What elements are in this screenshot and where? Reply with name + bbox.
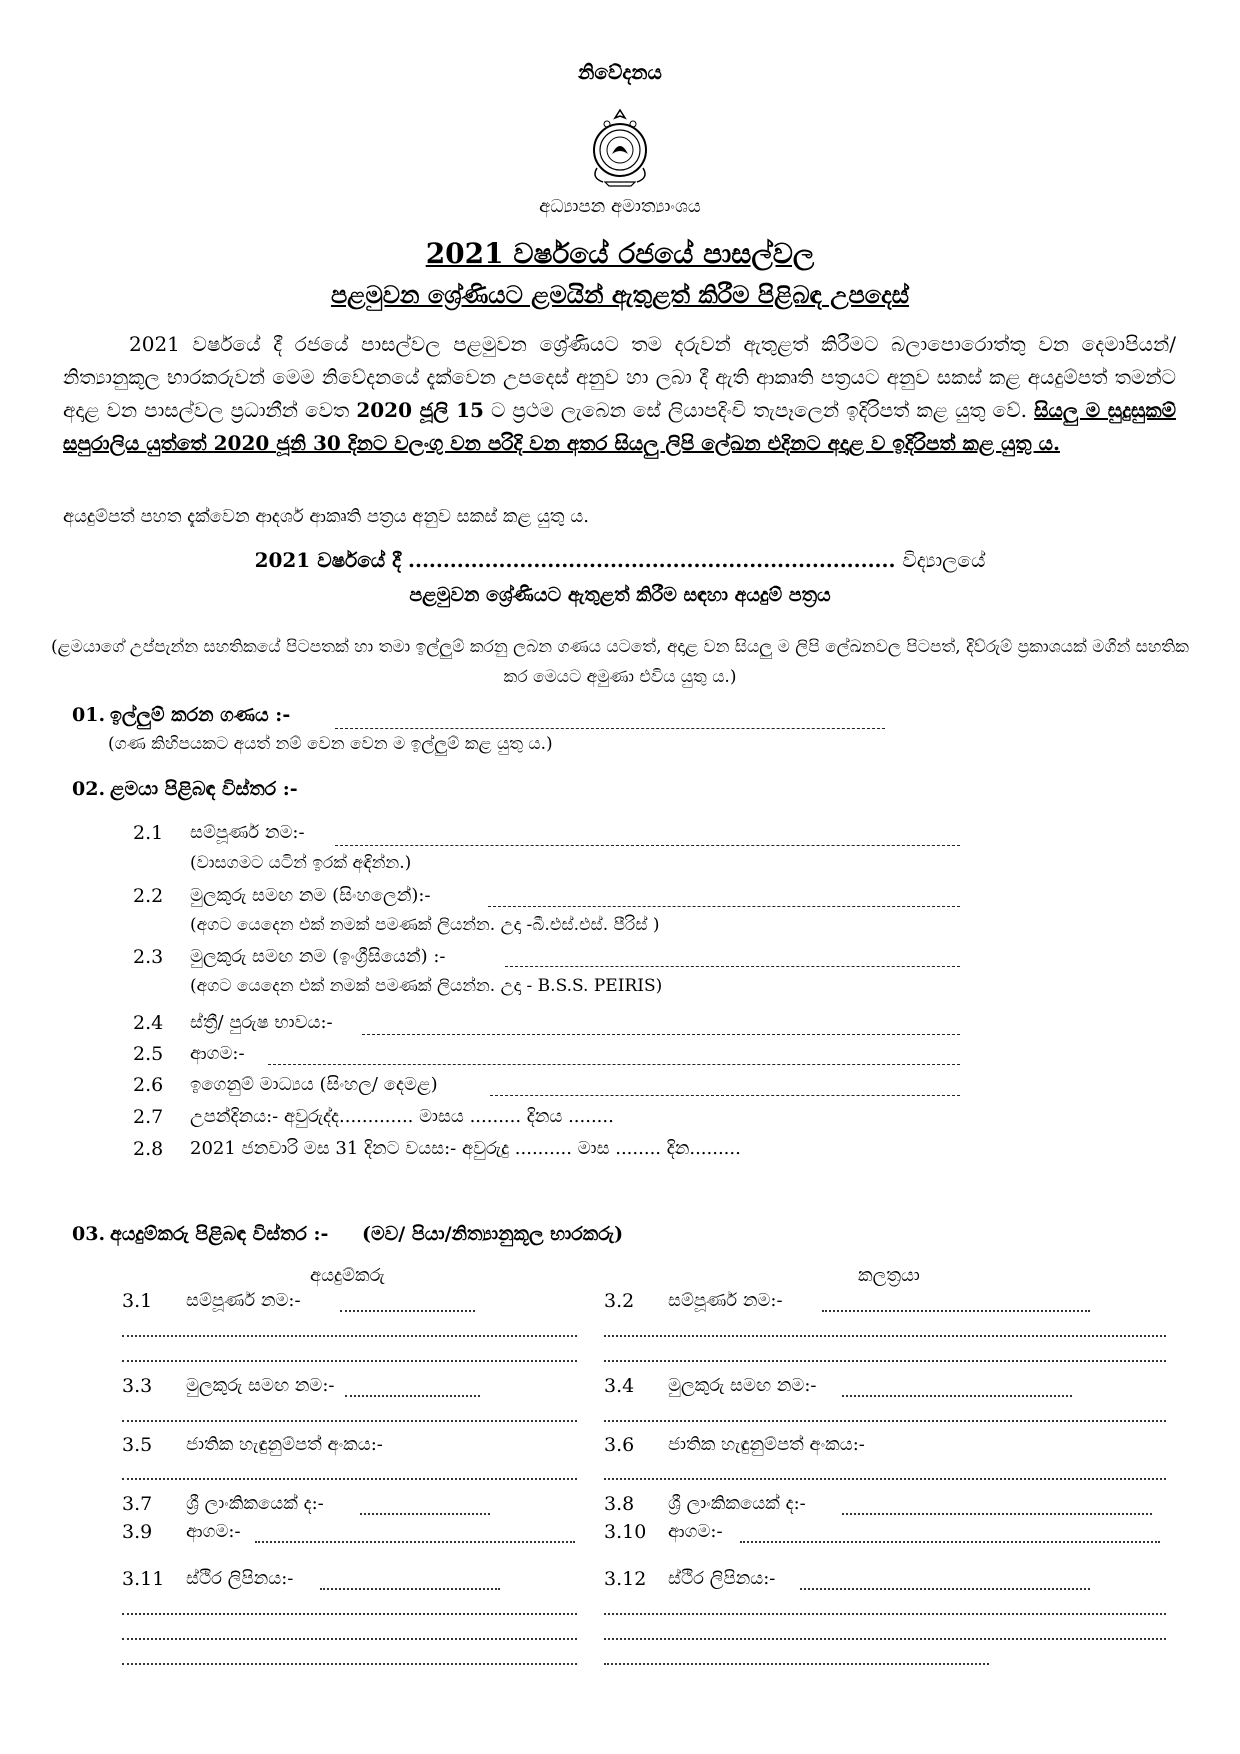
title-line-1: 2021 වර්ෂයේ රජයේ පාසල්වල bbox=[425, 237, 815, 270]
applicant-religion-input[interactable] bbox=[255, 1541, 575, 1543]
item-3-7-label: ශ්‍රී ලාංකිකයෙක් ද:- bbox=[186, 1493, 324, 1514]
applicant-address-input[interactable] bbox=[320, 1588, 500, 1590]
form-title bbox=[0, 548, 1240, 572]
spouse-address-line-4[interactable] bbox=[604, 1663, 989, 1665]
item-2-6-label: ඉගෙනුම් මාධ්‍යය (සිංහල/ දෙමළ) bbox=[190, 1074, 438, 1095]
section-02-label: ළමයා පිළිබඳ විස්තර :- bbox=[110, 778, 298, 800]
section-02-number: 02. bbox=[72, 778, 106, 800]
item-3-5-label: ජාතික හැඳුනුම්පත් අංකය:- bbox=[186, 1434, 383, 1455]
section-01-number: 01. bbox=[72, 704, 106, 726]
section-03-label-note: (මව/ පියා/නිත්‍යානුකූල භාරකරු) bbox=[362, 1223, 624, 1245]
item-3-9-number: 3.9 bbox=[122, 1521, 153, 1543]
medium-input-line[interactable] bbox=[490, 1095, 960, 1096]
spouse-full-name-line-3[interactable] bbox=[604, 1360, 1166, 1362]
spouse-religion-input[interactable] bbox=[740, 1541, 1160, 1543]
spouse-column-heading: කලත්‍රයා bbox=[858, 1265, 920, 1286]
name-sinhala-input-line[interactable] bbox=[488, 906, 960, 907]
spouse-initials-name-line-2[interactable] bbox=[604, 1420, 1166, 1422]
format-note: අයදුම්පත් පහත දැක්වෙන ආදර්ශ ආකෘති පත්‍රය අනුව සකස් කළ යුතු ය. bbox=[63, 506, 589, 527]
section-01-label: ඉල්ලුම් කරන ගණය :- bbox=[110, 704, 291, 726]
attachment-note: (ළමයාගේ උප්පැන්න සහතිකයේ පිටපතක් හා තමා ඉල්ලුම් කරනු ලබන ගණය යටතේ, අදාළ වන සියලු ම ලිපි ලේඛනවල පිටපත්, දිව්රුම් ප්‍රකාශයක් මගින් සහතික කර මෙයට අමුණා එවිය යුතු ය.) bbox=[51, 637, 1189, 687]
item-2-4-label: ස්ත්‍රී/ පුරුෂ භාවය:- bbox=[190, 1012, 333, 1033]
item-2-6-number: 2.6 bbox=[133, 1074, 164, 1096]
item-2-5-number: 2.5 bbox=[133, 1043, 164, 1065]
item-2-7-number: 2.7 bbox=[133, 1106, 164, 1128]
item-3-6-number: 3.6 bbox=[604, 1434, 635, 1456]
religion-input-line[interactable] bbox=[268, 1064, 960, 1065]
spouse-full-name-input[interactable] bbox=[822, 1310, 1090, 1312]
item-3-5-number: 3.5 bbox=[122, 1434, 153, 1456]
form-title-suffix: විද්‍යාලයේ bbox=[902, 548, 986, 572]
item-3-1-label: සම්පූර්ණ නම:- bbox=[186, 1290, 301, 1311]
item-3-3-number: 3.3 bbox=[122, 1375, 153, 1397]
item-2-5-label: ආගම:- bbox=[190, 1043, 245, 1064]
item-3-10-number: 3.10 bbox=[604, 1521, 647, 1543]
applicant-address-line-3[interactable] bbox=[122, 1638, 577, 1640]
full-name-input-line[interactable] bbox=[335, 845, 960, 846]
applicant-full-name-input[interactable] bbox=[340, 1310, 475, 1312]
name-english-input-line[interactable] bbox=[505, 966, 960, 967]
spouse-full-name-line-2[interactable] bbox=[604, 1335, 1166, 1337]
spouse-address-line-2[interactable] bbox=[604, 1613, 1166, 1615]
spouse-initials-name-input[interactable] bbox=[842, 1395, 1072, 1397]
gender-input-line[interactable] bbox=[362, 1034, 960, 1035]
form-title-dots: ...................................................................... bbox=[408, 548, 896, 572]
item-3-11-number: 3.11 bbox=[122, 1568, 165, 1590]
item-2-8-number: 2.8 bbox=[133, 1138, 164, 1160]
item-3-8-label: ශ්‍රී ලාංකිකයෙක් ද:- bbox=[668, 1493, 806, 1514]
applicant-column-heading: අයදුම්කරු bbox=[310, 1265, 385, 1286]
section-01-hint: (ගණ කිහිපයකට අයත් නම් වෙන වෙන ම ඉල්ලුම් කළ යුතු ය.) bbox=[108, 734, 553, 754]
applicant-citizenship-input[interactable] bbox=[360, 1513, 490, 1515]
spouse-nic-input[interactable] bbox=[604, 1478, 1166, 1480]
intro-text-a: 2021 වර්ෂයේ දී රජයේ පාසල්වල පළමුවන ශ්‍රේණියට තම දරුවන් ඇතුළත් කිරීමට බලාපොරොත්තු වන දෙමාපියන්/ නිත්‍යානුකූල භාරකරුවන් මෙම නිවේදනයේ දැක්වෙන උපදෙස් අනුව හා ලබා දී ඇති ආකෘති පත්‍රයට අනුව සකස් කළ අයදුම්පත් තමන්ට අදාළ වන පාසල්වල ප්‍රධානීන් වෙත bbox=[63, 332, 1176, 422]
section-03-label: අයදුම්කරු පිළිබඳ විස්තර :- bbox=[110, 1223, 329, 1245]
intro-text-b: ට ප්‍රථම ලැබෙන සේ ලියාපදිංචි තැපෑලෙන් ඉදිරිපත් කළ යුතු වේ. bbox=[490, 398, 1028, 422]
national-emblem-icon bbox=[585, 108, 655, 188]
applicant-nic-input[interactable] bbox=[122, 1478, 577, 1480]
item-3-11-label: ස්ථිර ලිපිනය:- bbox=[186, 1568, 294, 1589]
item-2-2-label: මුලකුරු සමඟ නම (සිංහලෙන්):- bbox=[190, 885, 431, 906]
applicant-address-line-2[interactable] bbox=[122, 1613, 577, 1615]
spouse-address-input[interactable] bbox=[800, 1588, 1090, 1590]
item-3-9-label: ආගම:- bbox=[186, 1521, 241, 1542]
item-2-1-label: සම්පූර්ණ නම:- bbox=[190, 822, 305, 843]
item-2-2-number: 2.2 bbox=[133, 885, 164, 907]
ministry-name: අධ්‍යාපන අමාත්‍යාංශය bbox=[539, 196, 701, 217]
item-3-12-number: 3.12 bbox=[604, 1568, 647, 1590]
title-line-2: පළමුවන ශ්‍රේණියට ළමයින් ඇතුළත් කිරීම පිළිබඳ උපදෙස් bbox=[330, 280, 910, 309]
applicant-address-line-4[interactable] bbox=[122, 1663, 577, 1665]
applicant-initials-name-input[interactable] bbox=[345, 1395, 480, 1397]
item-3-10-label: ආගම:- bbox=[668, 1521, 723, 1542]
item-3-2-label: සම්පූර්ණ නම:- bbox=[668, 1290, 783, 1311]
item-3-7-number: 3.7 bbox=[122, 1493, 153, 1515]
item-2-1-number: 2.1 bbox=[133, 822, 164, 844]
category-input-line[interactable] bbox=[335, 728, 885, 729]
spouse-citizenship-input[interactable] bbox=[842, 1513, 1152, 1515]
item-3-3-label: මුලකුරු සමඟ නම:- bbox=[186, 1375, 335, 1396]
item-3-4-label: මුලකුරු සමඟ නම:- bbox=[668, 1375, 817, 1396]
item-2-2-hint: (අගට යෙදෙන එක් නමක් පමණක් ලියන්න. උදා -බී.එස්.එස්. පීරිස් ) bbox=[190, 915, 660, 935]
applicant-initials-name-line-2[interactable] bbox=[122, 1420, 577, 1422]
item-2-3-hint: (අගට යෙදෙන එක් නමක් පමණක් ලියන්න. උදා - B.S.S. PEIRIS) bbox=[190, 976, 663, 996]
item-2-8-label: 2021 ජනවාරි මස 31 දිනට වයස:- අවුරුදු .......... මාස ........ දින......... bbox=[190, 1138, 741, 1159]
form-subtitle: පළමුවන ශ්‍රේණියට ඇතුළත් කිරීම සඳහා අයදුම් පත්‍රය bbox=[409, 584, 831, 606]
intro-deadline: 2020 ජූලි 15 bbox=[356, 398, 484, 422]
intro-requirement: සියලු ම සුදුසුකම් සපුරාලිය යුත්තේ 2020 ජූනි 30 දිනට වලංගු වන පරිදි වන අතර සියලු ලිපි ලේඛන එදිනට අදාළ ව ඉදිරිපත් කළ යුතු ය. bbox=[63, 398, 1177, 455]
intro-paragraph bbox=[63, 328, 1176, 460]
item-2-1-hint: (වාසගමට යටින් ඉරක් අඳින්න.) bbox=[190, 853, 412, 873]
item-3-1-number: 3.1 bbox=[122, 1290, 153, 1312]
item-3-2-number: 3.2 bbox=[604, 1290, 635, 1312]
item-3-12-label: ස්ථිර ලිපිනය:- bbox=[668, 1568, 776, 1589]
spouse-address-line-3[interactable] bbox=[604, 1638, 1166, 1640]
item-3-4-number: 3.4 bbox=[604, 1375, 635, 1397]
item-3-6-label: ජාතික හැඳුනුම්පත් අංකය:- bbox=[668, 1434, 865, 1455]
item-2-4-number: 2.4 bbox=[133, 1012, 164, 1034]
item-2-7-label: උපන්දිනය:- අවුරුද්ද............. මාසය ......... දිනය ........ bbox=[190, 1106, 614, 1127]
section-03-number: 03. bbox=[72, 1223, 106, 1245]
applicant-full-name-line-2[interactable] bbox=[122, 1335, 577, 1337]
form-title-prefix: 2021 වර්ෂයේ දී bbox=[254, 548, 402, 572]
item-2-3-label: මුලකුරු සමඟ නම (ඉංග්‍රීසියෙන්) :- bbox=[190, 946, 446, 967]
item-2-3-number: 2.3 bbox=[133, 946, 164, 968]
item-3-8-number: 3.8 bbox=[604, 1493, 635, 1515]
applicant-full-name-line-3[interactable] bbox=[122, 1360, 577, 1362]
notice-heading: නිවේදනය bbox=[578, 60, 662, 84]
